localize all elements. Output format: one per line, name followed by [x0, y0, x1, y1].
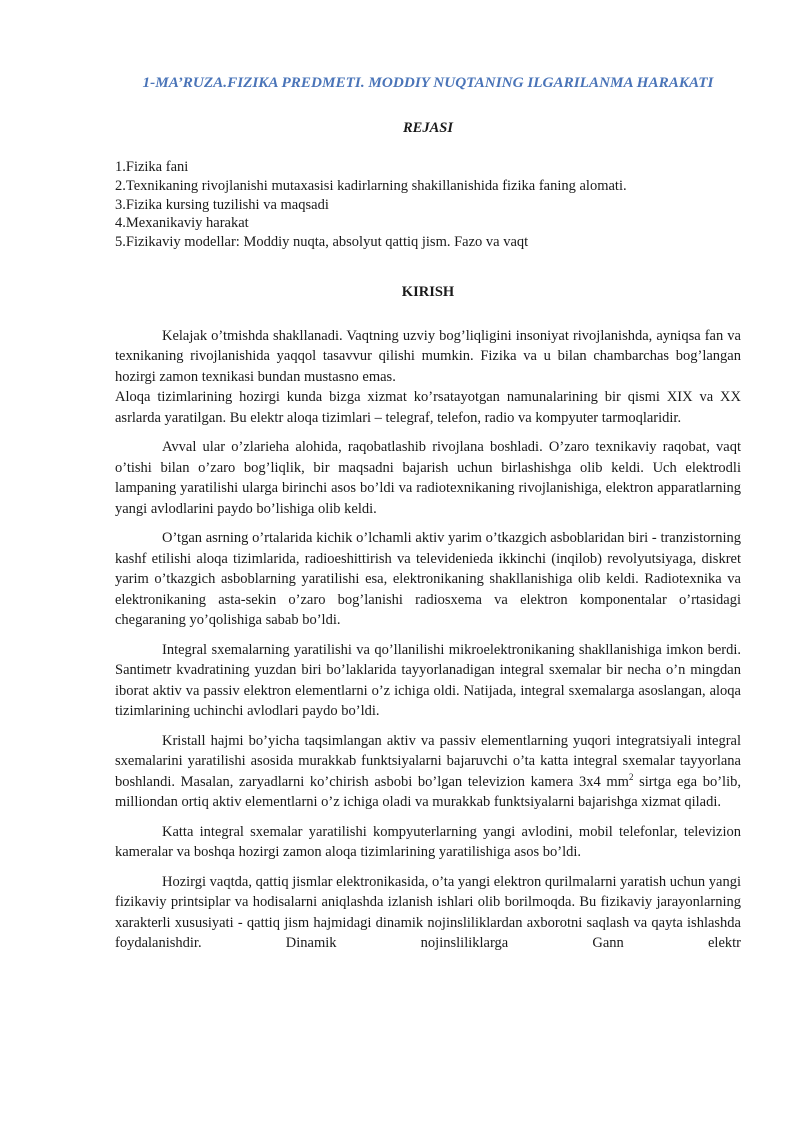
paragraph: Kelajak o’tmishda shakllanadi. Vaqtning uzviy bog’liqligini insoniyat rivojlanishda, ayniqsa fan va texnikaning rivojlanishida yaqqol tasavvur qilishi mumkin. Fizika va u bilan chambarchas bog’langan hozirgi zamon texnikasi bundan mustasno emas.	[115, 327, 741, 385]
paragraph: Avval ular o’zlarieha alohida, raqobatlashib rivojlana boshladi. O’zaro texnikaviy raqobat, vaqt o’tishi bilan o’zaro bog’liqlik, bir maqsadni bajarish uchun birlashishga olib keldi. Uch elektrodli lampaning yaratilishi ularga birinchi asos bo’ldi va radiotexnikaning rivojlanishiga, elektron apparatlarning yangi avlodlarini paydo bo’lishiga olib keldi.	[115, 439, 741, 517]
paragraph-text: sirtga ega bo’lib, milliondan ortiq aktiv elementlarni o’z ichiga oladi va murakkab funktsiyalarni bajarishga xizmat qiladi.	[115, 773, 741, 811]
plan-item: 5.Fizikaviy modellar: Moddiy nuqta, absolyut qattiq jism. Fazo va vaqt	[115, 234, 529, 251]
paragraph-text: Kristall hajmi bo’yicha taqsimlangan aktiv va passiv elementlarning yuqori integratsiyali integral sxemalarini yaratilishi asosida murakkab funktsiyalarni bajaruvchi o’ta katta integral sxemalar tayyorlana boshlandi. Masalan, zaryadlarni ko’chirish asbobi bo’lgan televizion kamera 3x4 mm	[115, 732, 741, 790]
plan-item: 2.Texnikaning rivojlanishi mutaxasisi kadirlarning shakillanishida fizika faning alomati.	[115, 177, 627, 194]
paragraph	[115, 731, 741, 813]
plan-item: 3.Fizika kursing tuzilishi va maqsadi	[115, 196, 329, 213]
superscript: 2	[628, 772, 634, 783]
document-title: 1-MA’RUZA.FIZIKA PREDMETI. MODDIY NUQTANING ILGARILANMA HARAKATI	[142, 74, 714, 91]
plan-item: 1.Fizika fani	[115, 159, 189, 175]
paragraph: O’tgan asrning o’rtalarida kichik o’lchamli aktiv yarim o’tkazgich asboblaridan biri - tranzistorning kashf etilishi aloqa tizimlarida, radioeshittirish va televidenieda ikkinchi (inqilob) revolyutsiyaga, diskret yarim o’tkazgich asboblarning yaratilishi esa, elektronikaning shakllanishiga olib keldi. Radiotexnika va elektronikaning asta-sekin o’zaro bog’lanishi radiosxema va elektron komponentalar o’rtasidagi chegaraning yo’qolishiga sabab bo’ldi.	[115, 530, 741, 629]
body-text	[115, 326, 741, 954]
plan-list	[115, 158, 741, 252]
paragraph: Integral sxemalarning yaratilishi va qo’llanilishi mikroelektronikaning shakllanishiga imkon berdi. Santimetr kvadratining yuzdan biri bo’laklarida tayyorlanadigan integral sxemalar bir necha o’n mingdan iborat aktiv va passiv elektron elementlarni o’z ichiga oldi. Natijada, integral sxemalarga asoslangan, aloqa tizimlarining uchinchi avlodlari paydo bo’ldi.	[115, 641, 741, 720]
paragraph: Aloqa tizimlarining hozirgi kunda bizga xizmat ko’rsatayotgan namunalarining bir qismi XIX va XX asrlarda yaratilgan. Bu elektr aloqa tizimlari – telegraf, telefon, radio va kompyuter tarmoqlaridir.	[115, 389, 741, 426]
paragraph: Katta integral sxemalar yaratilishi kompyuterlarning yangi avlodini, mobil telefonlar, televizion kameralar va boshqa hozirgi zamon aloqa tizimlarining yaratilishiga asos bo’ldi.	[115, 823, 741, 861]
plan-item: 4.Mexanikaviy harakat	[115, 215, 249, 232]
document-page	[115, 72, 741, 963]
intro-heading: KIRISH	[401, 283, 455, 300]
paragraph: Hozirgi vaqtda, qattiq jismlar elektronikasida, o’ta yangi elektron qurilmalarni yaratish uchun yangi fizikaviy printsiplar va hodisalarni aniqlashda izlanish ishlari olib borilmoqda. Bu fizikaviy jarayonlarning xarakterli xususiyati - qattiq jism hajmidagi dinamik nojinsliliklardan axborotni saqlash va qayta ishlashda foydalanishdir. Dinamik nojinsliliklarga Gann elektr	[115, 873, 741, 952]
plan-heading: REJASI	[403, 120, 453, 136]
